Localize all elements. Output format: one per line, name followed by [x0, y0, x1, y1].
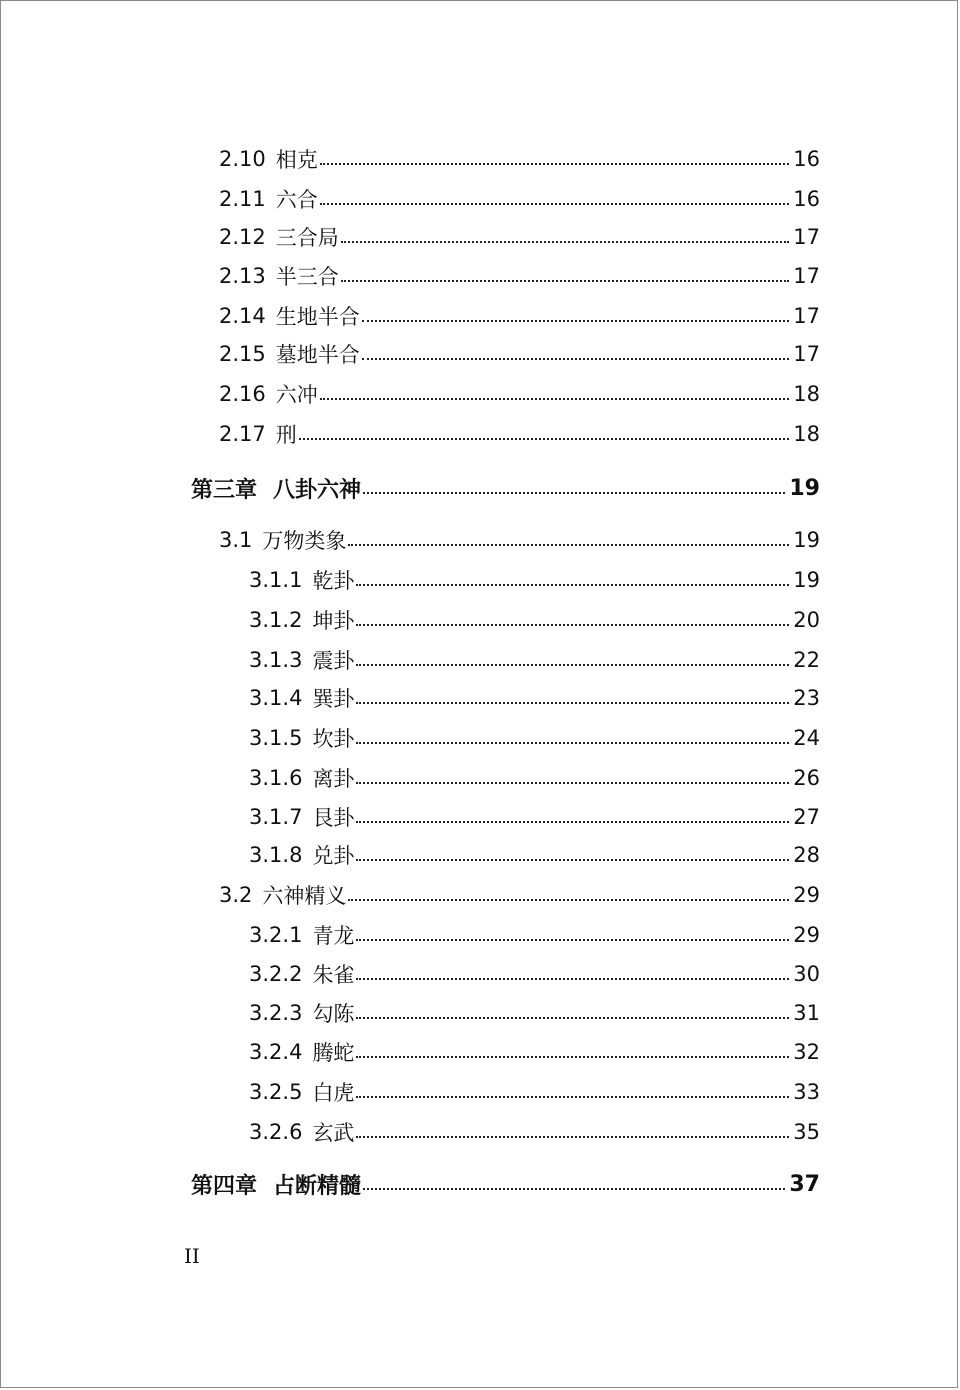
toc-entry-leader	[356, 582, 789, 586]
toc-entry-number: 2.16	[219, 382, 266, 406]
toc-entry-leader	[356, 976, 789, 980]
toc-entry	[249, 996, 820, 1030]
toc-entry-leader	[356, 1094, 789, 1098]
toc-entry-title: 白虎	[312, 1081, 355, 1105]
toc-entry	[249, 1075, 820, 1109]
toc-entry-page: 17	[793, 304, 820, 328]
toc-entry	[249, 1035, 820, 1069]
toc-entry-title: 万物类象	[262, 529, 347, 553]
toc-entry	[219, 299, 820, 333]
toc-entry-number: 3.2.4	[249, 1040, 303, 1064]
toc-entry-number: 3.1.8	[249, 843, 303, 867]
toc-entry	[249, 603, 820, 637]
toc-entry-leader	[356, 1054, 789, 1058]
toc-entry-page: 33	[793, 1080, 820, 1104]
toc-entry-title: 震卦	[312, 649, 355, 673]
toc-entry-leader	[320, 161, 790, 165]
toc-entry-leader	[320, 396, 790, 400]
toc-entry-title: 生地半合	[275, 305, 360, 329]
toc-entry-leader	[356, 740, 789, 744]
toc-entry-leader	[348, 542, 789, 546]
toc-entry-number: 第三章	[191, 477, 258, 503]
toc-entry-page: 28	[793, 843, 820, 867]
toc-entry-title: 坎卦	[312, 727, 355, 751]
toc-entry-title: 乾卦	[312, 569, 355, 593]
toc-entry-number: 2.11	[219, 187, 266, 211]
toc-entry-page: 26	[793, 766, 820, 790]
toc-entry-title: 半三合	[275, 265, 339, 289]
toc-entry-title: 朱雀	[312, 963, 355, 987]
toc-entry	[249, 838, 820, 872]
toc-entry	[249, 563, 820, 597]
toc-entry-leader	[341, 239, 790, 243]
toc-entry-title: 坤卦	[312, 609, 355, 633]
toc-entry-title: 兑卦	[312, 844, 355, 868]
toc-entry-number: 2.14	[219, 304, 266, 328]
toc-entry-leader	[356, 857, 789, 861]
toc-entry	[249, 918, 820, 952]
toc-entry-title: 六冲	[275, 383, 318, 407]
toc-entry-page: 18	[793, 422, 820, 446]
toc-entry-title: 占断精髓	[273, 1173, 362, 1199]
toc-entry-title: 相克	[275, 148, 318, 172]
toc-entry	[249, 643, 820, 677]
toc-entry-leader	[356, 622, 789, 626]
toc-entry-page: 23	[793, 686, 820, 710]
toc-entry-page: 32	[793, 1040, 820, 1064]
toc-entry-number: 3.1.3	[249, 648, 303, 672]
toc-entry-title: 三合局	[275, 226, 339, 250]
toc-entry	[219, 523, 820, 557]
toc-entry	[249, 957, 820, 991]
toc-entry	[219, 337, 820, 371]
toc-entry-page: 16	[793, 147, 820, 171]
toc-entry-title: 八卦六神	[273, 477, 362, 503]
toc-entry-leader	[320, 201, 790, 205]
toc-entry-number: 3.1.5	[249, 726, 303, 750]
toc-entry	[191, 471, 820, 505]
toc-entry-page: 29	[793, 923, 820, 947]
toc-entry-title: 墓地半合	[275, 343, 360, 367]
toc-entry-leader	[362, 318, 790, 322]
toc-entry-title: 六神精义	[262, 884, 347, 908]
toc-entry-number: 3.1.2	[249, 608, 303, 632]
toc-entry-leader	[341, 278, 790, 282]
toc-entry-number: 3.2.5	[249, 1080, 303, 1104]
toc-entry-number: 3.2.2	[249, 962, 303, 986]
toc-entry-leader	[356, 819, 789, 823]
toc-entry-number: 3.2	[219, 883, 253, 907]
toc-entry	[219, 878, 820, 912]
toc-entry-page: 24	[793, 726, 820, 750]
toc-entry-title: 玄武	[312, 1121, 355, 1145]
toc-entry	[249, 681, 820, 715]
toc-entry-page: 17	[793, 342, 820, 366]
toc-entry-number: 2.13	[219, 264, 266, 288]
toc-entry-leader	[299, 436, 790, 440]
toc-entry-leader	[356, 700, 789, 704]
toc-entry-page: 35	[793, 1120, 820, 1144]
toc-entry-leader	[356, 1134, 789, 1138]
toc-entry-page: 19	[793, 568, 820, 592]
toc-entry-number: 3.2.6	[249, 1120, 303, 1144]
toc-entry-title: 离卦	[312, 767, 355, 791]
toc-entry-leader	[356, 662, 789, 666]
toc-entry-number: 3.1	[219, 528, 253, 552]
toc-entry	[249, 761, 820, 795]
toc-entry-title: 腾蛇	[312, 1041, 355, 1065]
toc-entry-title: 巽卦	[312, 687, 355, 711]
toc-entry-leader	[356, 780, 789, 784]
toc-entry-page: 17	[793, 264, 820, 288]
toc-entry-number: 2.10	[219, 147, 266, 171]
toc-entry	[249, 721, 820, 755]
toc-entry-leader	[362, 356, 790, 360]
toc-entry	[219, 259, 820, 293]
toc-entry-page: 22	[793, 648, 820, 672]
toc-entry	[219, 220, 820, 254]
toc-entry-leader	[363, 1186, 785, 1190]
toc-entry-number: 3.1.7	[249, 805, 303, 829]
toc-entry-leader	[348, 897, 789, 901]
toc-entry-number: 3.2.1	[249, 923, 303, 947]
toc-entry-number: 3.2.3	[249, 1001, 303, 1025]
toc-entry	[219, 417, 820, 451]
toc-entry-number: 3.1.1	[249, 568, 303, 592]
toc-entry-page: 19	[789, 475, 820, 501]
toc-entry-leader	[356, 1015, 789, 1019]
toc-entry	[191, 1167, 820, 1201]
toc-entry-page: 37	[789, 1171, 820, 1197]
toc-entry-title: 六合	[275, 188, 318, 212]
toc-entry-title: 勾陈	[312, 1002, 355, 1026]
toc-entry-page: 31	[793, 1001, 820, 1025]
toc-entry-title: 青龙	[312, 924, 355, 948]
toc-entry-number: 3.1.4	[249, 686, 303, 710]
toc-entry	[219, 142, 820, 176]
toc-entry	[249, 800, 820, 834]
toc-entry-page: 18	[793, 382, 820, 406]
toc-entry-page: 20	[793, 608, 820, 632]
toc-entry-page: 19	[793, 528, 820, 552]
toc-entry	[219, 182, 820, 216]
toc-entry-page: 29	[793, 883, 820, 907]
page-number: II	[184, 1244, 200, 1268]
toc-entry-page: 30	[793, 962, 820, 986]
toc-entry-number: 2.17	[219, 422, 266, 446]
toc-entry-title: 刑	[275, 423, 297, 447]
toc-entry-page: 27	[793, 805, 820, 829]
toc-entry	[249, 1115, 820, 1149]
toc-entry-page: 17	[793, 225, 820, 249]
toc-entry-number: 2.12	[219, 225, 266, 249]
toc-entry-leader	[356, 937, 789, 941]
toc-entry-title: 艮卦	[312, 806, 355, 830]
toc-entry	[219, 377, 820, 411]
toc-entry-number: 第四章	[191, 1173, 258, 1199]
toc-entry-number: 2.15	[219, 342, 266, 366]
toc-entry-number: 3.1.6	[249, 766, 303, 790]
toc-entry-page: 16	[793, 187, 820, 211]
toc-entry-leader	[363, 490, 785, 494]
